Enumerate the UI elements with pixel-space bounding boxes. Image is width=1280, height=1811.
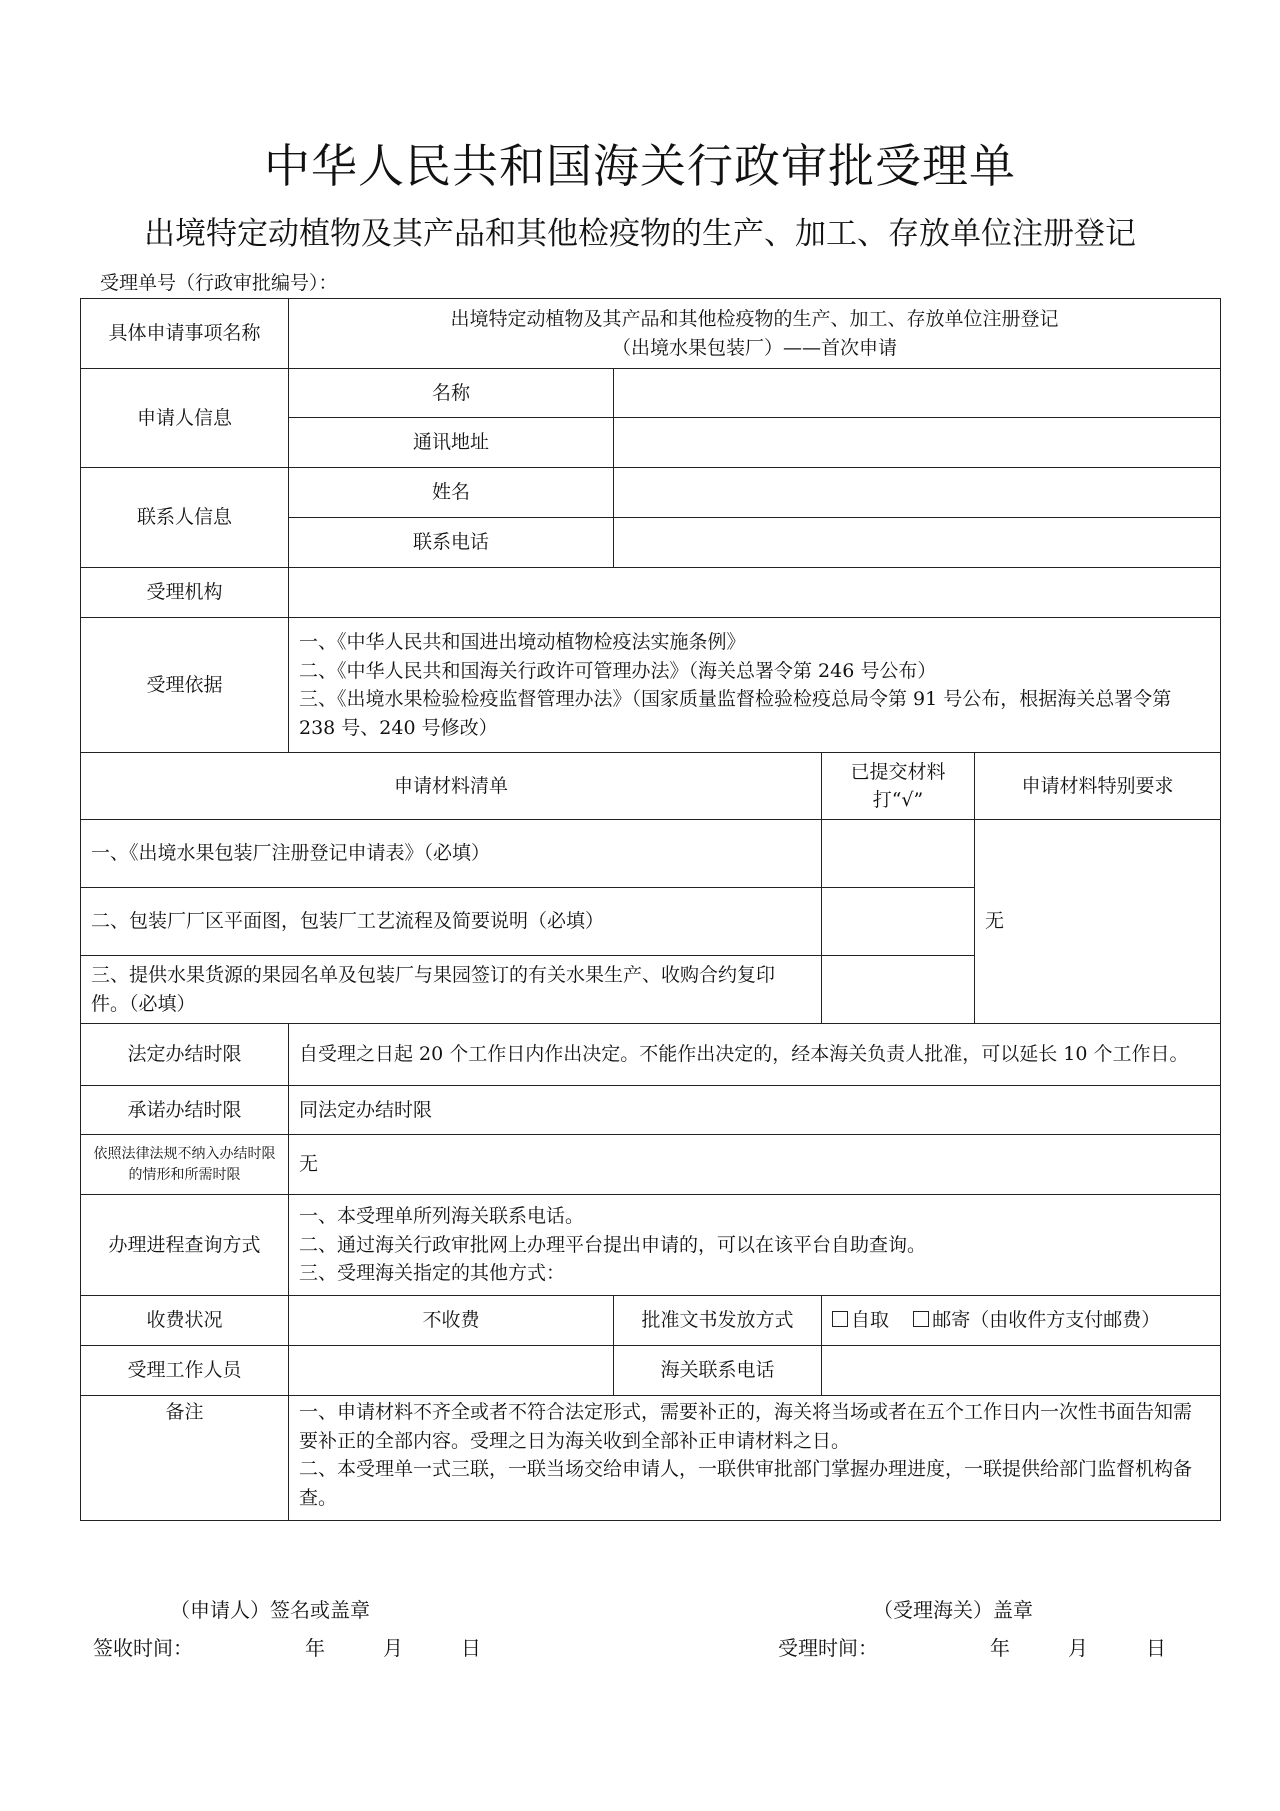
material-1-check-field[interactable] bbox=[822, 820, 975, 888]
basis-content bbox=[289, 618, 1221, 753]
contact-phone-field[interactable] bbox=[614, 518, 1221, 568]
material-item-2: 二、包装厂厂区平面图，包装厂工艺流程及简要说明（必填） bbox=[81, 888, 822, 956]
delivery-method-label: 批准文书发放方式 bbox=[614, 1296, 822, 1346]
remarks-label: 备注 bbox=[81, 1396, 289, 1521]
excluded-time-label: 依照法律法规不纳入办结时限的情形和所需时限 bbox=[81, 1135, 289, 1195]
fee-label: 收费状况 bbox=[81, 1296, 289, 1346]
remark-item: 二、本受理单一式三联，一联当场交给申请人，一联供审批部门掌握办理进度，一联提供给部门监督机构备查。 bbox=[299, 1458, 1193, 1509]
query-method-label: 办理进程查询方式 bbox=[81, 1195, 289, 1296]
item-name-line2: （出境水果包装厂）——首次申请 bbox=[612, 336, 898, 359]
accept-day: 日 bbox=[1146, 1636, 1166, 1660]
accept-number-label: 受理单号（行政审批编号）： bbox=[100, 272, 338, 294]
customs-seal-label: （受理海关）盖章 bbox=[873, 1598, 1033, 1622]
fee-value: 不收费 bbox=[289, 1296, 614, 1346]
query-item: 二、通过海关行政审批网上办理平台提出申请的，可以在该平台自助查询。 bbox=[299, 1233, 927, 1256]
self-pickup-label: 自取 bbox=[851, 1309, 890, 1332]
applicant-signature-label: （申请人）签名或盖章 bbox=[170, 1598, 370, 1622]
applicant-address-label: 通讯地址 bbox=[289, 418, 614, 468]
contact-phone-label: 联系电话 bbox=[289, 518, 614, 568]
material-2-check-field[interactable] bbox=[822, 888, 975, 956]
page-subtitle: 出境特定动植物及其产品和其他检疫物的生产、加工、存放单位注册登记 bbox=[144, 216, 1136, 252]
self-pickup-checkbox[interactable] bbox=[832, 1311, 848, 1327]
legal-limit-value: 自受理之日起 20 个工作日内作出决定。不能作出决定的，经本海关负责人批准，可以延长 10 个工作日。 bbox=[289, 1024, 1221, 1086]
mail-checkbox[interactable] bbox=[913, 1311, 929, 1327]
materials-header: 申请材料清单 bbox=[81, 753, 822, 820]
material-3-check-field[interactable] bbox=[822, 956, 975, 1024]
remarks-content bbox=[289, 1396, 1221, 1521]
query-method-content bbox=[289, 1195, 1221, 1296]
staff-field[interactable] bbox=[289, 1346, 614, 1396]
item-name-line1: 出境特定动植物及其产品和其他检疫物的生产、加工、存放单位注册登记 bbox=[450, 308, 1059, 330]
customs-phone-field[interactable] bbox=[822, 1346, 1221, 1396]
sign-time-row bbox=[93, 1632, 613, 1661]
excluded-time-value: 无 bbox=[289, 1135, 1221, 1195]
mail-label: 邮寄（由收件方支付邮费） bbox=[932, 1309, 1161, 1332]
applicant-name-field[interactable] bbox=[614, 369, 1221, 418]
staff-label: 受理工作人员 bbox=[81, 1346, 289, 1396]
remark-item: 一、申请材料不齐全或者不符合法定形式，需要补正的，海关将当场或者在五个工作日内一次性书面告知需要补正的全部内容。受理之日为海关收到全部补正申请材料之日。 bbox=[299, 1401, 1193, 1452]
legal-limit-label: 法定办结时限 bbox=[81, 1024, 289, 1086]
special-requirements-header: 申请材料特别要求 bbox=[975, 753, 1221, 820]
contact-info-label: 联系人信息 bbox=[81, 468, 289, 568]
sign-year: 年 bbox=[305, 1636, 325, 1660]
sign-day: 日 bbox=[461, 1636, 481, 1660]
material-item-1: 一、《出境水果包装厂注册登记申请表》（必填） bbox=[81, 820, 822, 888]
sign-time-label: 签收时间： bbox=[93, 1636, 193, 1660]
agency-field[interactable] bbox=[289, 568, 1221, 618]
delivery-method-options bbox=[822, 1296, 1221, 1346]
promise-limit-label: 承诺办结时限 bbox=[81, 1086, 289, 1135]
acceptance-form-table bbox=[80, 298, 1221, 1521]
accept-time-row bbox=[778, 1632, 1238, 1661]
basis-item: 二、《中华人民共和国海关行政许可管理办法》（海关总署令第 246 号公布） bbox=[299, 659, 937, 682]
accept-month: 月 bbox=[1068, 1636, 1088, 1660]
material-item-3: 三、提供水果货源的果园名单及包装厂与果园签订的有关水果生产、收购合约复印件。（必填） bbox=[81, 956, 822, 1024]
basis-label: 受理依据 bbox=[81, 618, 289, 753]
customs-phone-label: 海关联系电话 bbox=[614, 1346, 822, 1396]
query-item: 三、受理海关指定的其他方式： bbox=[299, 1262, 566, 1285]
applicant-name-label: 名称 bbox=[289, 369, 614, 418]
contact-name-field[interactable] bbox=[614, 468, 1221, 518]
accept-time-label: 受理时间： bbox=[778, 1636, 878, 1660]
agency-label: 受理机构 bbox=[81, 568, 289, 618]
basis-item: 三、《出境水果检验检疫监督管理办法》（国家质量监督检验检疫总局令第 91 号公布，根据海关总署令第 238 号、240 号修改） bbox=[299, 688, 1172, 739]
basis-item: 一、《中华人民共和国进出境动植物检疫法实施条例》 bbox=[299, 631, 746, 653]
applicant-info-label: 申请人信息 bbox=[81, 369, 289, 468]
item-name-value bbox=[289, 299, 1221, 369]
contact-name-label: 姓名 bbox=[289, 468, 614, 518]
sign-month: 月 bbox=[383, 1636, 403, 1660]
submitted-header: 已提交材料 打“√” bbox=[822, 753, 975, 820]
promise-limit-value: 同法定办结时限 bbox=[289, 1086, 1221, 1135]
applicant-address-field[interactable] bbox=[614, 418, 1221, 468]
item-name-label: 具体申请事项名称 bbox=[81, 299, 289, 369]
special-requirements-value: 无 bbox=[975, 820, 1221, 1024]
page-title: 中华人民共和国海关行政审批受理单 bbox=[264, 139, 1016, 193]
accept-year: 年 bbox=[990, 1636, 1010, 1660]
query-item: 一、本受理单所列海关联系电话。 bbox=[299, 1205, 585, 1228]
